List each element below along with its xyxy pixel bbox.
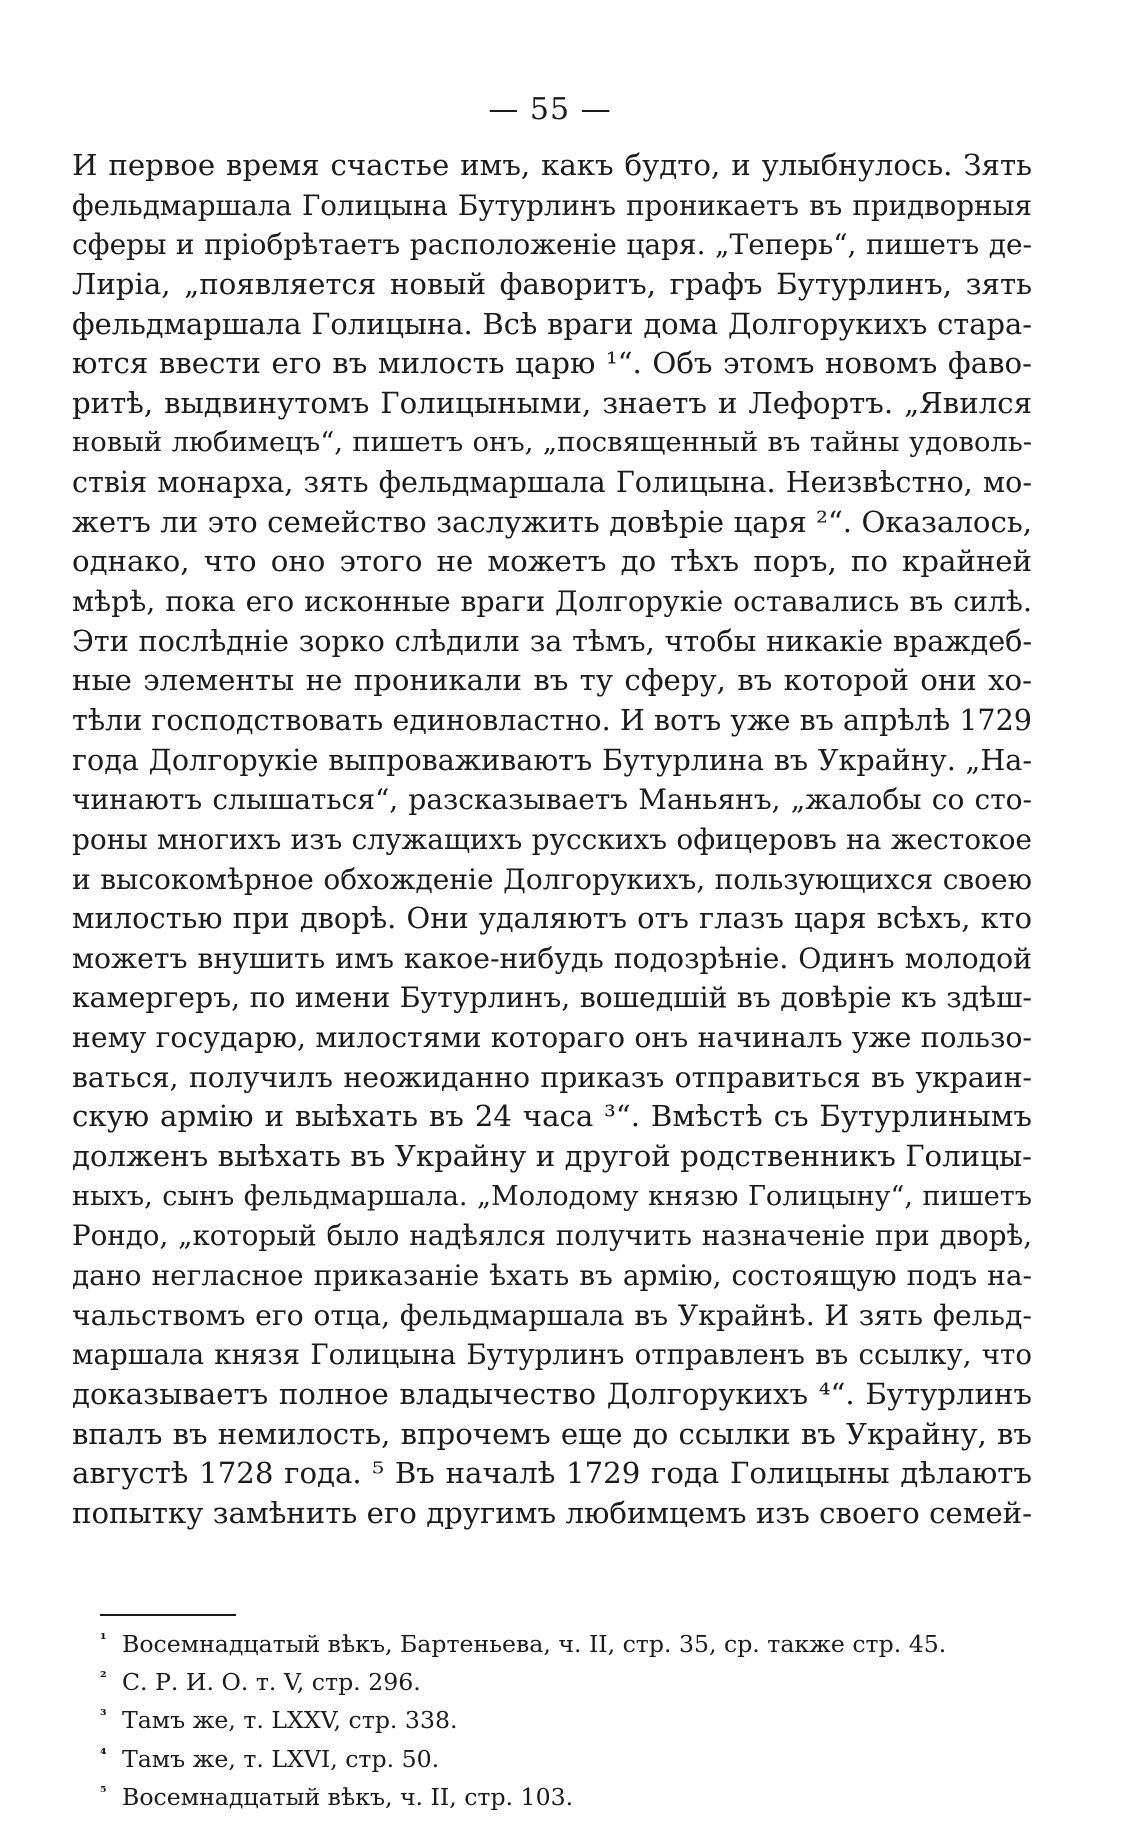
text-line: года Долгорукіе выпроваживаютъ Бутурлина въ Украйну. „На- [72, 742, 1032, 777]
text-line: жетъ ли это семейство заслужить довѣріе царя ²“. Оказалось, [72, 504, 1032, 539]
text-line: И первое время счастье имъ, какъ будто, и улыбнулось. Зять [72, 148, 1032, 182]
footnote-text: Тамъ же, т. LXXV, стр. 338. [122, 1706, 458, 1735]
footnote-divider [100, 1614, 236, 1616]
text-line: ные элементы не проникали въ ту сферу, въ которой они хо- [72, 663, 1032, 698]
text-line: камергеръ, по имени Бутурлинъ, вошедшій въ довѣріе къ здѣш- [72, 981, 1032, 1015]
page-number: — 55 — [488, 92, 612, 127]
text-line: долженъ выѣхать въ Украйну и другой родственникъ Голицы- [72, 1139, 1032, 1174]
text-line: роны многихъ изъ служащихъ русскихъ офицеровъ на жестокое [72, 822, 1032, 856]
footnotes [100, 1620, 1030, 1811]
footnote-3 [100, 1696, 1030, 1734]
footnote-mark: ² [100, 1668, 107, 1687]
footnote-mark: ⁴ [100, 1744, 107, 1763]
text-line: можетъ внушить имъ какое-нибудь подозрѣніе. Одинъ молодой [72, 941, 1032, 975]
footnote-text: Восемнадцатый вѣкъ, Бартеньева, ч. II, стр. 35, ср. также стр. 45. [122, 1630, 947, 1658]
text-line: попытку замѣнить его другимъ любимцемъ изъ своего семей- [72, 1495, 1032, 1530]
text-line: августѣ 1728 года. ⁵ Въ началѣ 1729 года Голицыны дѣлаютъ [72, 1456, 1032, 1491]
footnote-mark: ³ [100, 1706, 107, 1725]
body-text [72, 146, 1032, 1533]
footnote-5 [100, 1773, 1030, 1811]
footnote-mark: ¹ [100, 1630, 107, 1648]
text-line: маршала князя Голицына Бутурлинъ отправленъ въ ссылку, что [72, 1338, 1032, 1372]
text-line: ствія монарха, зять фельдмаршала Голицына. Неизвѣстно, мо- [72, 465, 1032, 500]
footnote-text: Тамъ же, т. LXVI, стр. 50. [122, 1744, 440, 1773]
text-line: мѣрѣ, пока его исконные враги Долгорукіе оставались въ силѣ. [72, 585, 1032, 619]
text-line: впалъ въ немилость, впрочемъ еще до ссылки въ Украйну, въ [72, 1416, 1032, 1451]
text-line: чальствомъ его отца, фельдмаршала въ Украйнѣ. И зять фельд- [72, 1298, 1032, 1332]
text-line: ныхъ, сынъ фельдмаршала. „Молодому князю Голицыну“, пишетъ [72, 1180, 1032, 1212]
text-line: скую армію и выѣхать въ 24 часа ³“. Вмѣстѣ съ Бутурлинымъ [72, 1099, 1032, 1134]
footnote-1 [100, 1620, 1030, 1658]
text-line: Эти послѣдніе зорко слѣдили за тѣмъ, чтобы никакіе враждеб- [72, 623, 1032, 658]
footnote-2 [100, 1658, 1030, 1696]
footnote-text: С. Р. И. О. т. V, стр. 296. [122, 1668, 421, 1697]
text-line: милостью при дворѣ. Они удаляютъ отъ глазъ царя всѣхъ, кто [72, 901, 1032, 936]
text-line: однако, что оно этого не можетъ до тѣхъ поръ, по крайней [72, 544, 1032, 579]
text-line: чинаютъ слышаться“, разсказываетъ Маньянъ, „жалобы со сто- [72, 783, 1032, 817]
footnote-text: Восемнадцатый вѣкъ, ч. II, стр. 103. [122, 1782, 574, 1811]
text-line: фельдмаршала Голицына. Всѣ враги дома Долгорукихъ стара- [72, 306, 1032, 341]
text-line: ритѣ, выдвинутомъ Голицыными, знаетъ и Лефортъ. „Явился [72, 385, 1032, 420]
text-line: новый любимецъ“, пишетъ онъ, „посвященный въ тайны удоволь- [72, 427, 1032, 459]
text-line: дано негласное приказаніе ѣхать въ армію, состоящую подъ на- [72, 1258, 1032, 1292]
text-line: нему государю, милостями котораго онъ начиналъ уже пользо- [72, 1021, 1032, 1055]
text-line: фельдмаршала Голицына Бутурлинъ проникаетъ въ придворныя [72, 188, 1032, 222]
footnote-4 [100, 1735, 1030, 1773]
text-line: Рондо, „который было надѣялся получить назначеніе при дворѣ, [72, 1219, 1032, 1253]
footnote-mark: ⁵ [100, 1782, 107, 1801]
text-line: тѣли господствовать единовластно. И вотъ уже въ апрѣлѣ 1729 [72, 702, 1032, 737]
text-line: доказываетъ полное владычество Долгорукихъ ⁴“. Бутурлинъ [72, 1376, 1032, 1411]
text-line: и высокомѣрное обхожденіе Долгорукихъ, пользующихся своею [72, 862, 1032, 896]
text-line: ются ввести его въ милость царю ¹“. Объ этомъ новомъ фаво- [72, 346, 1032, 381]
text-line: Лиріа, „появляется новый фаворитъ, графъ Бутурлинъ, зять [72, 266, 1032, 301]
text-line: сферы и пріобрѣтаетъ расположеніе царя. „Теперь“, пишетъ де- [72, 228, 1032, 262]
text-line: ваться, получилъ неожиданно приказъ отправиться въ украин- [72, 1060, 1032, 1094]
